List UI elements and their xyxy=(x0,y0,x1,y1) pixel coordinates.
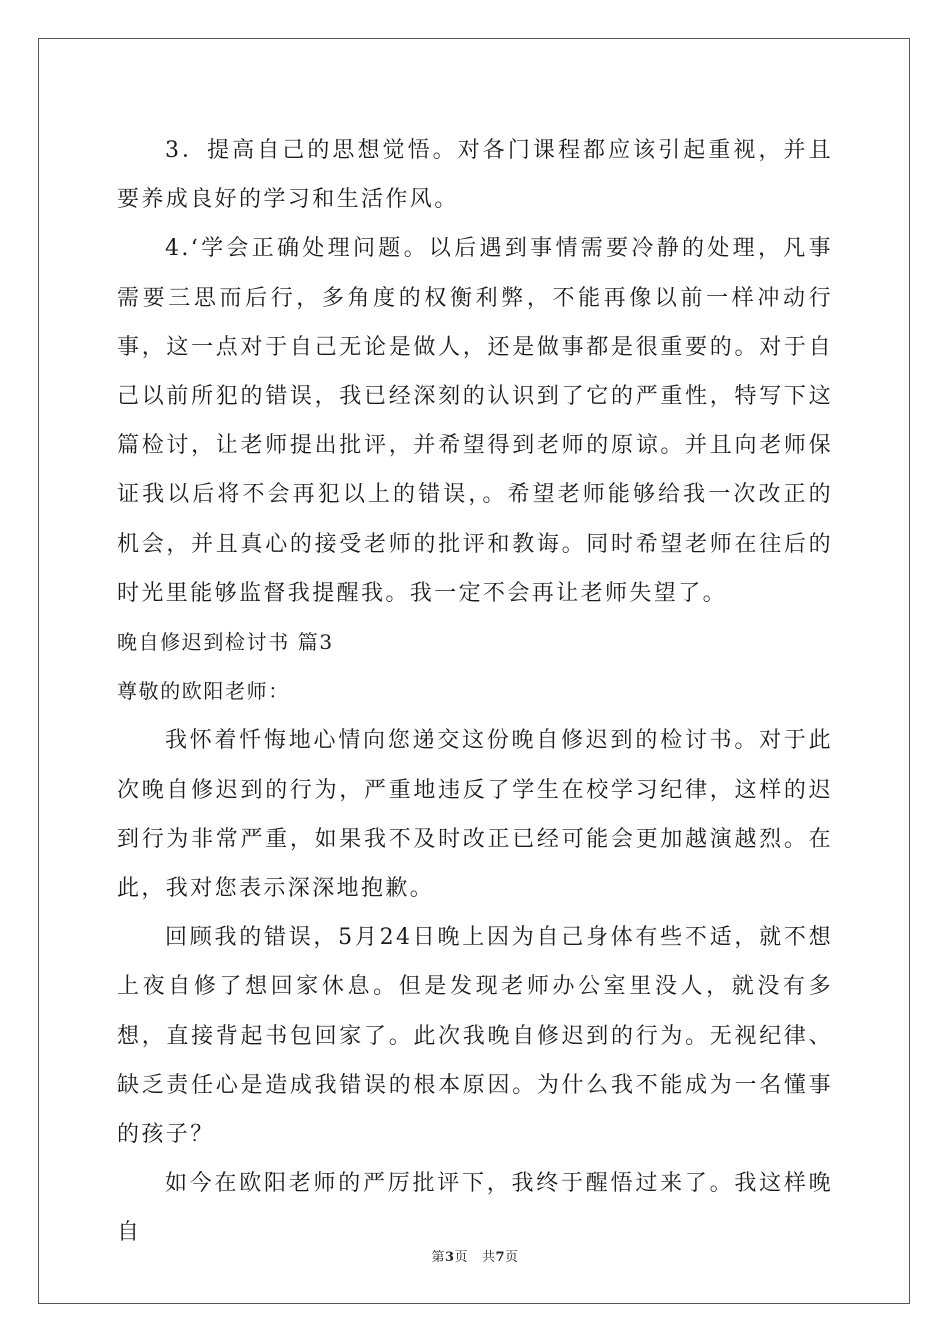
paragraph-item-3: 3．提高自己的思想觉悟。对各门课程都应该引起重视，并且要养成良好的学习和生活作风。 xyxy=(117,138,833,213)
page-mid: 页 共 xyxy=(454,1250,496,1265)
body-paragraph-2: 回顾我的错误，5月24日晚上因为自己身体有些不适，就不想上夜自修了想回家休息。但是发现老师办公室里没人，就没有多想，直接背起书包回家了。此次我晚自修迟到的行为。无视纪律、缺乏责任心是造成我错误的根本原因。为什么我不能成为一名懂事的孩子？ xyxy=(117,925,833,1148)
salutation: 尊敬的欧阳老师： xyxy=(117,679,290,704)
paragraph-item-4: 4.‘学会正确处理问题。以后遇到事情需要冷静的处理，凡事需要三思而后行，多角度的权衡利弊，不能再像以前一样冲动行事，这一点对于自己无论是做人，还是做事都是很重要的。对于自己以前所犯的错误，我已经深刻的认识到了它的严重性，特写下这篇检讨，让老师提出批评，并希望得到老师的原谅。并且向老师保证我以后将不会再犯以上的错误，。希望老师能够给我一次改正的机会，并且真心的接受老师的批评和教诲。同时希望老师在往后的时光里能够监督我提醒我。我一定不会再让老师失望了。 xyxy=(117,236,833,606)
body-paragraph-3: 如今在欧阳老师的严厉批评下，我终于醒悟过来了。我这样晚自 xyxy=(117,1171,833,1246)
page-number-footer xyxy=(0,1246,950,1265)
document-body xyxy=(117,126,833,1258)
total-page-number: 7 xyxy=(495,1250,505,1265)
body-paragraph-1: 我怀着忏悔地心情向您递交这份晚自修迟到的检讨书。对于此次晚自修迟到的行为，严重地违反了学生在校学习纪律，这样的迟到行为非常严重，如果我不及时改正已经可能会更加越演越烈。在此，我对您表示深深地抱歉。 xyxy=(117,728,833,902)
page-prefix: 第 xyxy=(431,1250,445,1265)
current-page-number: 3 xyxy=(445,1250,455,1265)
page-suffix: 页 xyxy=(505,1250,519,1265)
section-title: 晚自修迟到检讨书 篇3 xyxy=(117,630,334,655)
